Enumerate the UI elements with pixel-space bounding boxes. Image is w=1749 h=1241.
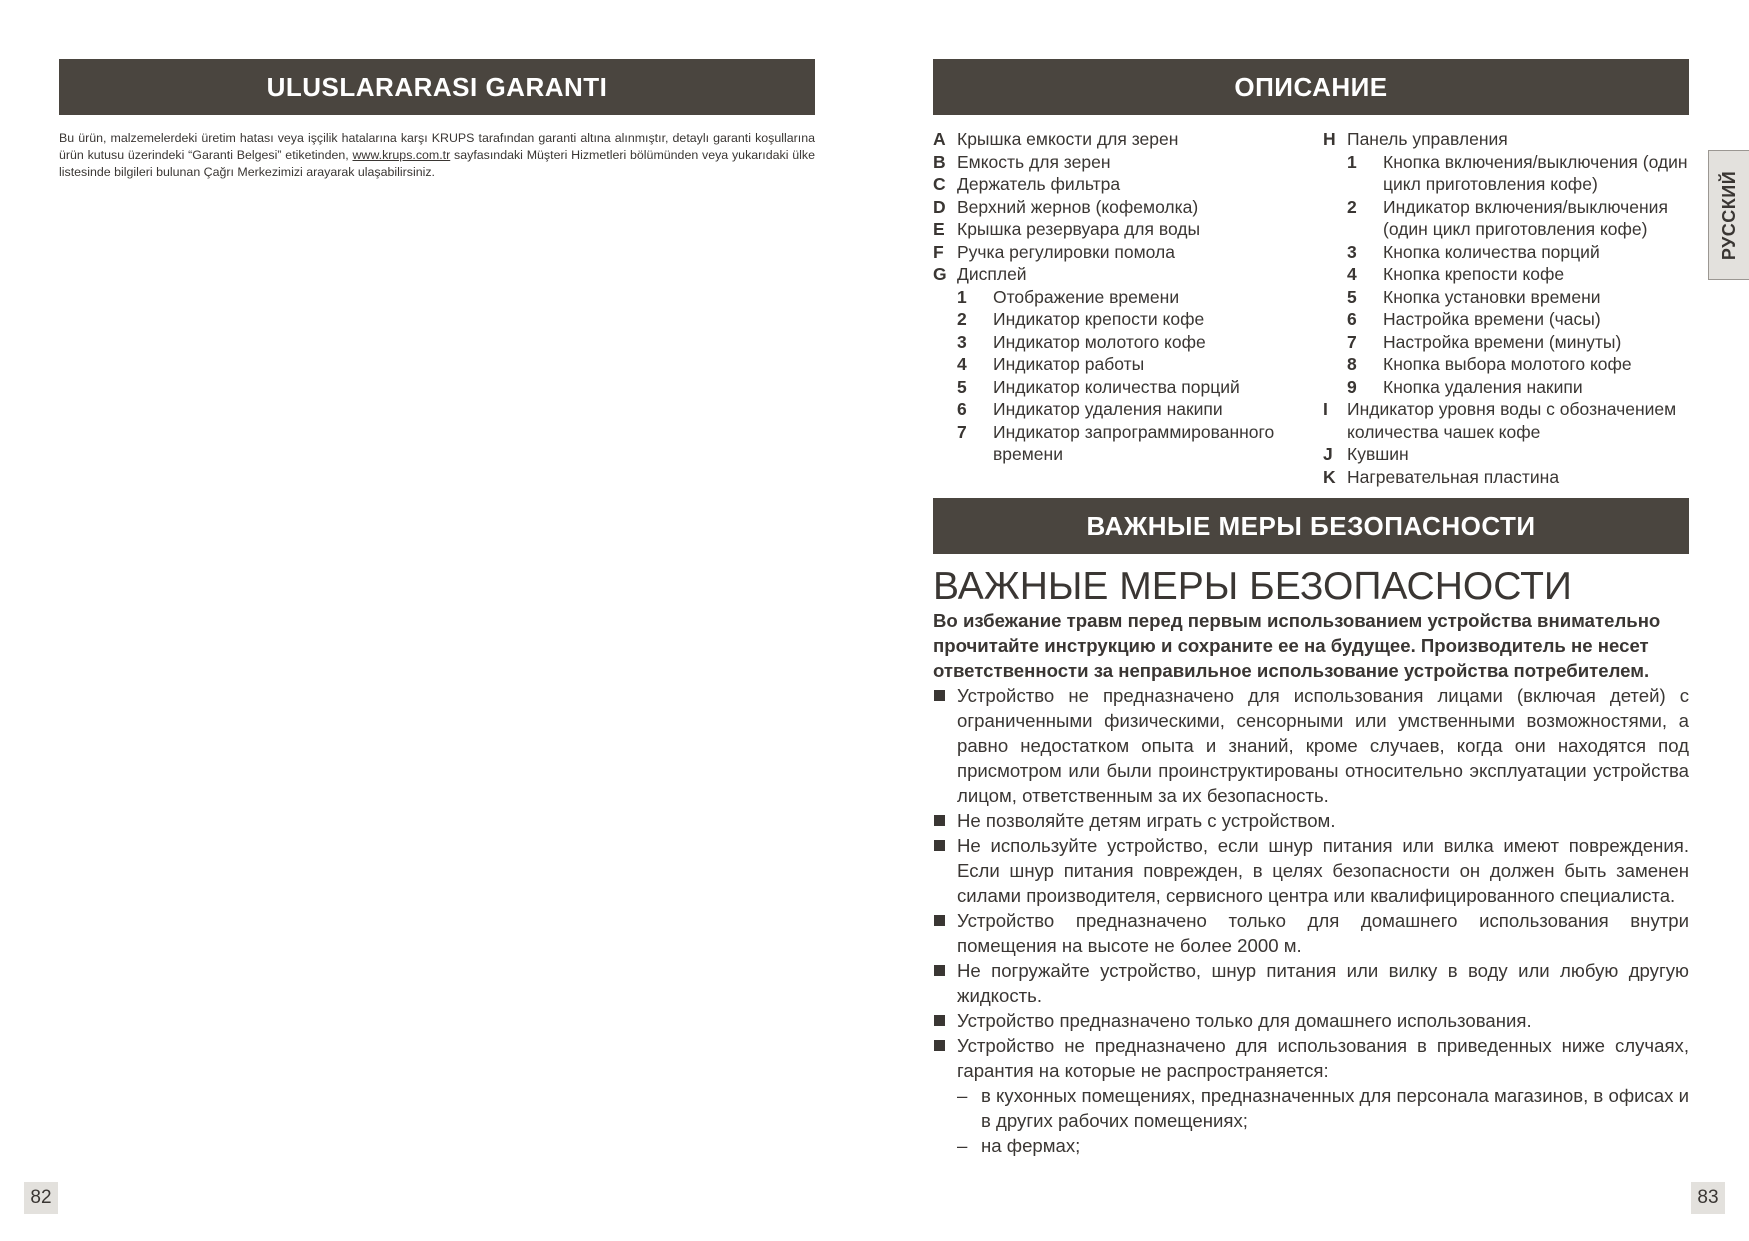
description-item-key: G — [933, 264, 947, 284]
safety-sub-item — [957, 1083, 1689, 1133]
description-item-text: Настройка времени (минуты) — [1383, 331, 1622, 352]
square-bullet-icon — [933, 1008, 957, 1033]
safety-intro: Во избежание травм перед первым использованием устройства внимательно прочитайте инструкцию и сохраните ее на будущее. Производитель не несет ответственности за неправильное использование устройства потребителем. — [933, 610, 1661, 681]
description-item-text: Панель управления — [1347, 129, 1508, 149]
warranty-paragraph — [59, 130, 815, 181]
left-banner: ULUSLARARASI GARANTI — [59, 59, 815, 115]
description-item-text: Кувшин — [1347, 444, 1409, 464]
description-item-key: 2 — [957, 309, 967, 329]
description-item-text: Индикатор количества порций — [993, 376, 1240, 397]
safety-sub-item-text: в кухонных помещениях, предназначенных для персонала магазинов, в офисах и в других рабочих помещениях; — [981, 1085, 1689, 1131]
description-item — [1323, 241, 1693, 264]
safety-bullet-list — [933, 683, 1689, 1158]
square-bullet-icon — [933, 908, 957, 958]
description-item-text: Отображение времени — [993, 286, 1180, 307]
safety-bullet — [933, 1033, 1689, 1083]
description-item-key: 1 — [957, 286, 967, 307]
description-item-text: Кнопка выбора молотого кофе — [1383, 354, 1632, 374]
safety-bullet — [933, 683, 1689, 808]
description-item — [933, 218, 1293, 241]
warranty-text-part2: sayfasındaki Müşteri Hizmetleri bölümünden veya yukarıdaki ülke listesinde bilgileri bulunan Çağrı Merkezimizi arayarak ulaşabilirsiniz. — [59, 148, 815, 179]
description-item-text: Держатель фильтра — [957, 174, 1121, 194]
description-item — [1323, 443, 1693, 466]
safety-sub-item-text: на фермах; — [981, 1135, 1081, 1156]
square-bullet-icon — [933, 1033, 957, 1083]
description-item-key: 2 — [1347, 196, 1357, 217]
description-item-text: Настройка времени (часы) — [1383, 309, 1601, 329]
safety-bullet — [933, 808, 1689, 833]
description-item-key: 3 — [1347, 241, 1357, 262]
description-item — [933, 353, 1293, 376]
description-item — [1323, 308, 1693, 331]
description-item-text: Ручка регулировки помола — [957, 241, 1175, 262]
description-item — [933, 286, 1293, 309]
safety-bullet-text: Устройство не предназначено для использования в приведенных ниже случаях, гарантия на которые не распространяется: — [957, 1035, 1689, 1081]
safety-bullet-text: Устройство предназначено только для домашнего использования внутри помещения на высоте не более 2000 м. — [957, 910, 1689, 956]
description-item — [1323, 286, 1693, 309]
description-item-text: Кнопка количества порций — [1383, 241, 1600, 262]
description-item-text: Индикатор крепости кофе — [993, 309, 1205, 329]
description-column-2 — [1323, 128, 1693, 488]
safety-bullet-text: Не используйте устройство, если шнур питания или вилка имеют повреждения. Если шнур питания поврежден, в целях безопасности он должен быть заменен силами производителя, сервисного центра или квалифицированного специалиста. — [957, 835, 1689, 906]
description-item-key: A — [933, 129, 946, 149]
language-tab-label: РУССКИЙ — [1719, 170, 1740, 260]
safety-bullet-text: Не позволяйте детям играть с устройством. — [957, 810, 1336, 831]
description-item-text: Индикатор молотого кофе — [993, 331, 1206, 352]
description-item-text: Нагревательная пластина — [1347, 466, 1560, 487]
safety-title: ВАЖНЫЕ МЕРЫ БЕЗОПАСНОСТИ — [933, 565, 1572, 608]
description-item — [1323, 263, 1693, 286]
description-item-key: C — [933, 174, 946, 194]
safety-bullet — [933, 958, 1689, 1008]
description-item-key: 1 — [1347, 151, 1357, 172]
page-number-right: 83 — [1691, 1182, 1725, 1214]
description-item — [933, 376, 1293, 399]
description-item-text: Кнопка установки времени — [1383, 286, 1601, 307]
description-item — [933, 196, 1293, 219]
description-item-key: 6 — [957, 399, 967, 419]
description-item — [1323, 196, 1693, 241]
description-item-text: Емкость для зерен — [957, 151, 1111, 172]
description-item-text: Кнопка крепости кофе — [1383, 264, 1565, 284]
description-item — [933, 421, 1293, 466]
description-item-key: B — [933, 151, 946, 172]
dash-marker: – — [957, 1135, 968, 1156]
description-column-1 — [933, 128, 1293, 466]
description-item-key: 9 — [1347, 376, 1357, 397]
description-item-key: J — [1323, 444, 1333, 464]
description-item-key: 7 — [957, 421, 967, 442]
description-item-text: Крышка резервуара для воды — [957, 219, 1201, 239]
description-item — [1323, 353, 1693, 376]
description-item-key: I — [1323, 399, 1328, 419]
description-item — [1323, 151, 1693, 196]
description-item — [933, 173, 1293, 196]
warranty-text-part1: Bu ürün, malzemelerdeki üretim hatası veya işçilik hatalarına karşı KRUPS tarafından garanti altına alınmıştır, detaylı garanti koşullarına ürün kutusu üzerindeki “Garanti Belgesi” etiketinden, — [59, 131, 815, 162]
description-banner: ОПИСАНИЕ — [933, 59, 1689, 115]
square-bullet-icon — [933, 958, 957, 1008]
description-item-text: Индикатор включения/выключения (один цикл приготовления кофе) — [1383, 196, 1668, 239]
safety-bullet — [933, 908, 1689, 958]
description-item-key: 4 — [1347, 264, 1357, 284]
description-item-text: Крышка емкости для зерен — [957, 129, 1179, 149]
description-item — [933, 308, 1293, 331]
square-bullet-icon — [933, 833, 957, 908]
description-item-key: 6 — [1347, 309, 1357, 329]
description-item — [1323, 466, 1693, 489]
description-item-key: K — [1323, 466, 1336, 487]
warranty-link[interactable]: www.krups.com.tr — [352, 148, 451, 162]
page-number-left: 82 — [24, 1182, 58, 1214]
language-tab[interactable] — [1708, 150, 1749, 280]
description-item-key: H — [1323, 129, 1336, 149]
dash-marker: – — [957, 1085, 968, 1106]
description-item-key: 5 — [1347, 286, 1357, 307]
safety-banner: ВАЖНЫЕ МЕРЫ БЕЗОПАСНОСТИ — [933, 498, 1689, 554]
safety-bullet-text: Устройство предназначено только для домашнего использования. — [957, 1010, 1532, 1031]
description-item-key: 7 — [1347, 331, 1357, 352]
square-bullet-icon — [933, 808, 957, 833]
description-item-text: Верхний жернов (кофемолка) — [957, 196, 1199, 217]
description-item-text: Кнопка включения/выключения (один цикл приготовления кофе) — [1383, 151, 1688, 194]
description-item-key: F — [933, 241, 944, 262]
description-item-key: 3 — [957, 331, 967, 352]
description-item — [1323, 331, 1693, 354]
description-item — [1323, 376, 1693, 399]
safety-bullet — [933, 1008, 1689, 1033]
description-item-key: 4 — [957, 354, 967, 374]
description-item-key: 8 — [1347, 354, 1357, 374]
description-item-text: Индикатор удаления накипи — [993, 399, 1223, 419]
description-item — [933, 263, 1293, 286]
safety-bullet — [933, 833, 1689, 908]
description-item-key: 5 — [957, 376, 967, 397]
description-item-key: D — [933, 196, 946, 217]
description-item — [933, 398, 1293, 421]
description-item-text: Кнопка удаления накипи — [1383, 376, 1583, 397]
description-item-key: E — [933, 219, 945, 239]
description-item — [933, 241, 1293, 264]
safety-bullet-text: Устройство не предназначено для использования лицами (включая детей) с ограниченными физическими, сенсорными или умственными возможностями, а равно недостатком опыта и знаний, кроме случаев, когда они находятся под присмотром или были проинструктированы относительно эксплуатации устройства лицом, ответственным за их безопасность. — [957, 685, 1689, 806]
square-bullet-icon — [933, 683, 957, 808]
description-item — [1323, 128, 1693, 151]
description-item — [1323, 398, 1693, 443]
description-item — [933, 128, 1293, 151]
description-item — [933, 331, 1293, 354]
safety-bullet-text: Не погружайте устройство, шнур питания или вилку в воду или любую другую жидкость. — [957, 960, 1689, 1006]
description-item-text: Индикатор работы — [993, 354, 1145, 374]
description-item-text: Дисплей — [957, 264, 1027, 284]
description-item-text: Индикатор уровня воды с обозначением количества чашек кофе — [1347, 399, 1677, 442]
description-item — [933, 151, 1293, 174]
description-item-text: Индикатор запрограммированного времени — [993, 421, 1275, 464]
safety-sub-item — [957, 1133, 1689, 1158]
